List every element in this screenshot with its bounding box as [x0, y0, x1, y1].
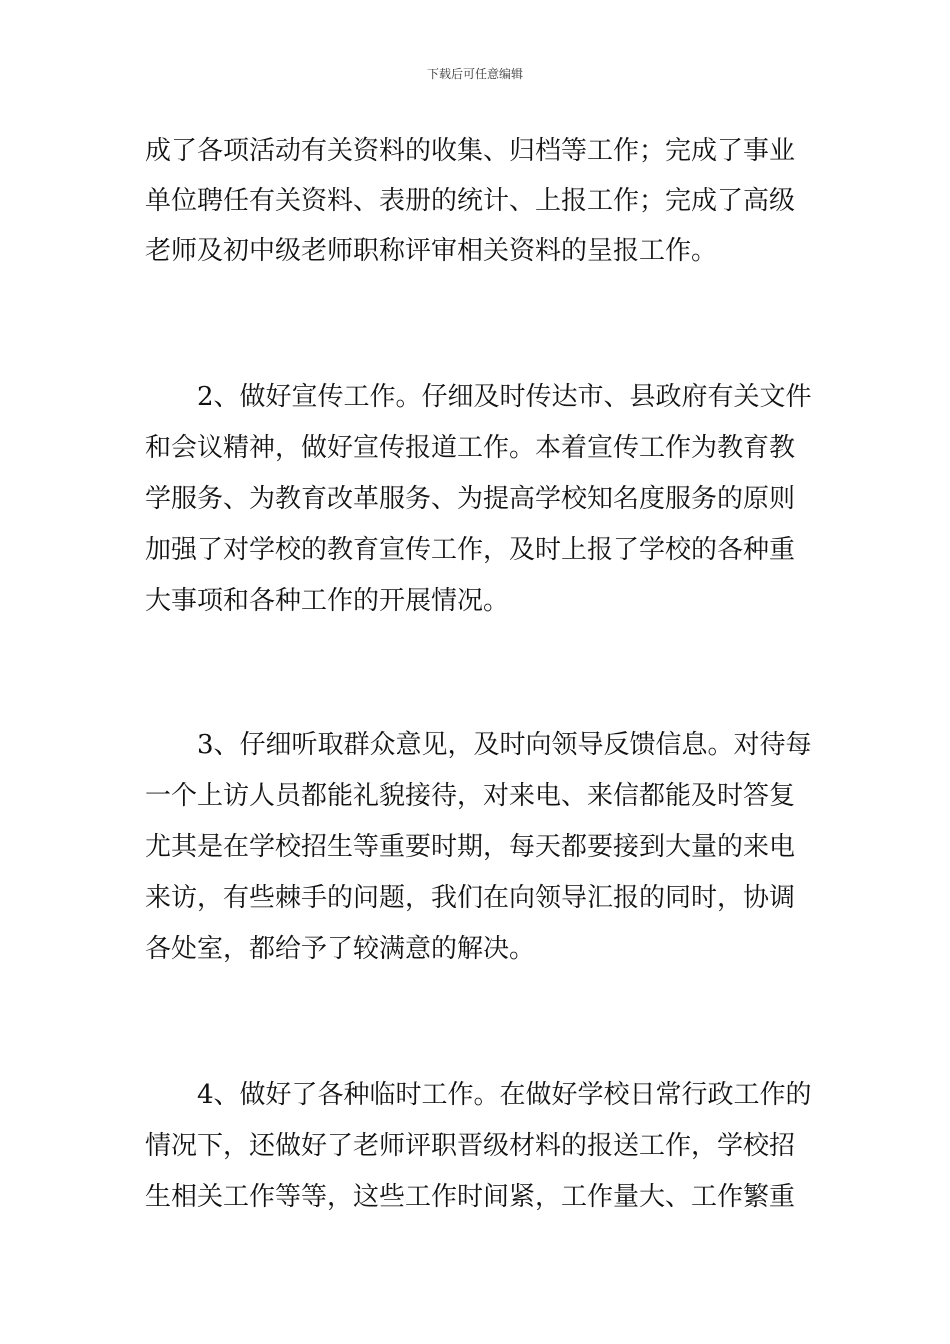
text-line: 尤其是在学校招生等重要时期，每天都要接到大量的来电 — [145, 832, 796, 862]
text-line: 和会议精神，做好宣传报道工作。本着宣传工作为教育教 — [145, 433, 796, 463]
text-line: 3、仔细听取群众意见，及时向领导反馈信息。对待每 — [145, 730, 812, 760]
text-line: 大事项和各种工作的开展情况。 — [145, 586, 510, 616]
text-line: 4、做好了各种临时工作。在做好学校日常行政工作的 — [145, 1080, 812, 1110]
text-line: 生相关工作等等，这些工作时间紧，工作量大、工作繁重 — [145, 1182, 796, 1212]
text-line: 一个上访人员都能礼貌接待，对来电、来信都能及时答复 — [145, 781, 796, 811]
text-line: 成了各项活动有关资料的收集、归档等工作；完成了事业 — [145, 136, 796, 166]
text-line: 各处室，都给予了较满意的解决。 — [145, 934, 536, 964]
text-line: 来访，有些棘手的问题，我们在向领导汇报的同时，协调 — [145, 883, 796, 913]
text-line: 2、做好宣传工作。仔细及时传达市、县政府有关文件 — [145, 382, 812, 412]
page-header: 下载后可任意编辑 — [426, 67, 523, 81]
text-line: 单位聘任有关资料、表册的统计、上报工作；完成了高级 — [145, 186, 796, 216]
text-line: 学服务、为教育改革服务、为提高学校知名度服务的原则 — [145, 484, 796, 514]
text-line: 加强了对学校的教育宣传工作，及时上报了学校的各种重 — [145, 535, 796, 565]
text-line: 情况下，还做好了老师评职晋级材料的报送工作，学校招 — [145, 1131, 796, 1161]
text-line: 老师及初中级老师职称评审相关资料的呈报工作。 — [145, 236, 718, 266]
